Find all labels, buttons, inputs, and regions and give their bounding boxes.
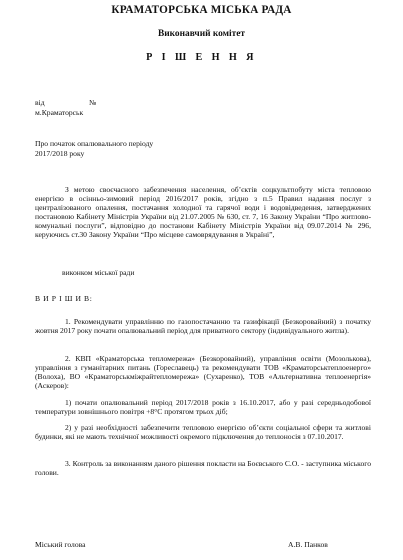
document-type: Р І Ш Е Н Н Я [146,52,257,63]
signature-name: А.В. Панков [288,540,328,549]
council-title: КРАМАТОРСЬКА МІСЬКА РАДА [111,4,292,16]
signature-title: Міський голова [35,540,86,549]
decision-item-1: 1. Рекомендувати управлінню по газопостачанню та газифікації (Безкоровайний) з початку жовтня 2017 року почати опалювальний період для приватного сектору (індивідуального житла). [35,317,371,336]
date-label: від [35,98,45,107]
subject-line-2: 2017/2018 року [35,149,85,158]
decision-item-3: 3. Контроль за виконанням даного рішення покласти на Боєвського С.О. - заступника міського голови. [35,459,371,478]
place-name: м.Краматорськ [35,108,84,117]
decision-item-2: 2. КВП «Краматорська тепломережа» (Безкоровайний), управління освіти (Мозолькова), управління з гуманітарних питань (Гореславець) та рекомендувати ТОВ «Краматорськтеплоенерго» (Волоха), ВО «Краматорськміжрайтепломережа» (Сухаренко), ТОВ «Альтернативна теплоенергія» (Аскеров): [35,354,371,391]
resolve-heading: В И Р І Ш И В: [35,294,93,303]
decision-subitem-1: 1) почати опалювальний період 2017/2018 років з 16.10.2017, або у разі середньодобової температури зовнішнього повітря +8°С протягом трьох діб; [35,398,371,417]
subject-line-1: Про початок опалювального періоду [35,139,154,148]
preamble-paragraph: З метою своєчасного забезпечення населення, об’єктів соцкультпобуту міста тепловою енергією в осінньо-зимовий період 2016/2017 років, згідно з п.5 Правил надання послуг з централізованого опалення, постачання холодної та гарячої води і водовідведення, затверджених постановою Кабінету Міністрів України від 21.07.2005 № 630, ст. 7, 16 Закону України “Про житлово-комунальні послуги”, відповідно до постанови Кабінету Міністрів України від 09.07.2014 № 296, керуючись ст.30 Закону України “Про місцеве самоврядування в Україні”, [35,185,371,240]
number-label: № [89,98,97,107]
committee-title: Виконавчий комітет [158,29,245,39]
decision-subitem-2: 2) у разі необхідності забезпечити тепловою енергією об’єкти соціальної сфери та житлові будинки, які не мають технічної можливості окремого підключення до теплоносія з 07.10.2017. [35,423,371,442]
executive-committee-line: виконком міської ради [62,268,135,277]
